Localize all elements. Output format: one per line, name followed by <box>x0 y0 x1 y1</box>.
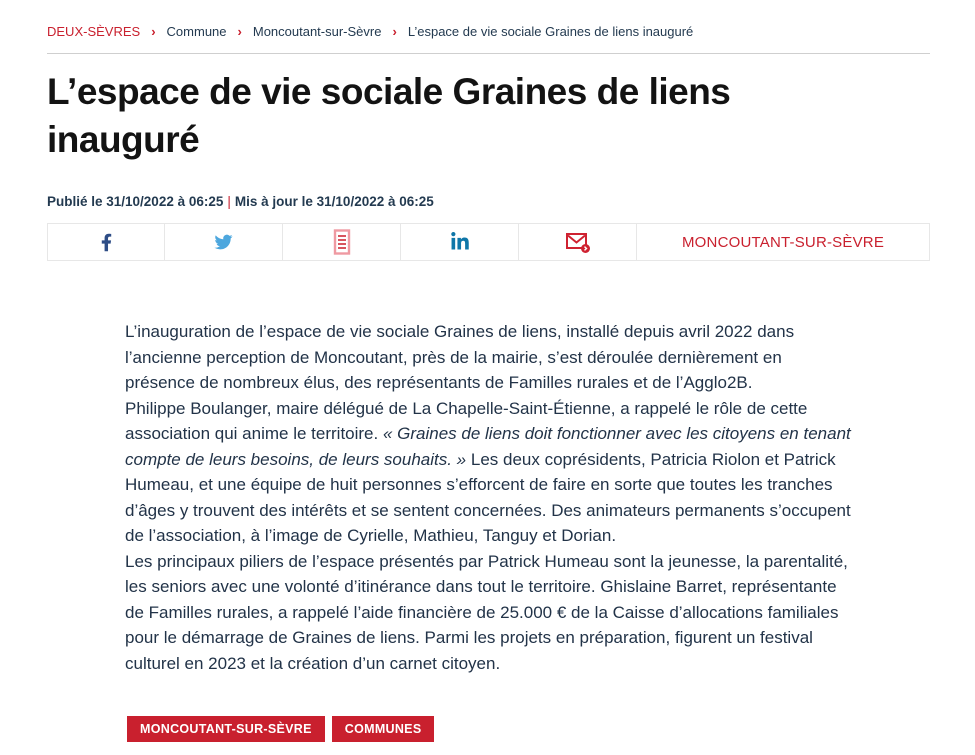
share-twitter-button[interactable] <box>165 223 283 261</box>
tag-moncoutant-sur-sevre[interactable]: MONCOUTANT-SUR-SÈVRE <box>127 716 325 742</box>
breadcrumb-link-deux-sevres[interactable]: DEUX-SÈVRES <box>47 24 141 39</box>
article-paragraph <box>125 396 851 549</box>
breadcrumb-link-commune[interactable]: Commune <box>166 24 227 39</box>
publication-dateline <box>47 194 930 209</box>
print-icon <box>332 229 352 255</box>
share-email-button[interactable] <box>519 223 637 261</box>
chevron-right-icon: › <box>151 24 156 39</box>
dateline-separator: | <box>227 194 231 209</box>
tag-list <box>127 716 930 742</box>
breadcrumb-current-page: L’espace de vie sociale Graines de liens inauguré <box>407 24 694 39</box>
chevron-right-icon: › <box>392 24 397 39</box>
breadcrumb-link-moncoutant[interactable]: Moncoutant-sur-Sèvre <box>252 24 382 39</box>
facebook-icon <box>101 232 112 253</box>
email-icon <box>565 230 591 254</box>
updated-date: Mis à jour le 31/10/2022 à 06:25 <box>234 194 434 209</box>
linkedin-icon <box>451 232 469 252</box>
article-body <box>125 319 851 676</box>
share-print-button[interactable] <box>283 223 401 261</box>
paragraph-text: Les principaux piliers de l’espace présentés par Patrick Humeau sont la jeunesse, la parentalité, les seniors avec une volonté d’itinérance dans tout le territoire. Ghislaine Barret, représentante de Familles rurales, a rappelé l’aide financière de 25.000 € de la Caisse d’allocations familiales pour le démarrage de Graines de liens. Parmi les projets en préparation, figurent un festival culturel en 2023 et la création d’un carnet citoyen. <box>125 551 848 673</box>
share-bar <box>47 223 930 261</box>
page-title: L’espace de vie sociale Graines de liens inauguré <box>47 71 731 160</box>
twitter-icon <box>213 233 234 251</box>
article-paragraph <box>125 549 851 677</box>
topic-link-moncoutant[interactable] <box>637 223 930 261</box>
article-paragraph <box>125 319 851 396</box>
chevron-right-icon: › <box>237 24 242 39</box>
topic-link-label: MONCOUTANT-SUR-SÈVRE <box>681 233 885 251</box>
tag-communes[interactable]: COMMUNES <box>332 716 435 742</box>
breadcrumb <box>47 24 930 54</box>
share-linkedin-button[interactable] <box>401 223 519 261</box>
paragraph-text: Philippe Boulanger, maire délégué de La Chapelle-Saint-Étienne, a rappelé le rôle de cette association qui anime le territoire. <box>125 398 808 443</box>
paragraph-text: L’inauguration de l’espace de vie sociale Graines de liens, installé depuis avril 2022 dans l’ancienne perception de Moncoutant, près de la mairie, s’est déroulée dernièrement en présence de nombreux élus, des représentants de Familles rurales et de l’Agglo2B. <box>125 322 795 392</box>
share-facebook-button[interactable] <box>47 223 165 261</box>
paragraph-text: Les deux coprésidents, Patricia Riolon et Patrick Humeau, et une équipe de huit personnes s’efforcent de faire en sorte que toutes les tranches d’âges y trouvent des intérêts et se sentent concernées. Des animateurs permanents s’occupent de l’association, à l’image de Cyrielle, Mathieu, Tanguy et Dorian. <box>125 449 851 545</box>
quote-text: « Graines de liens doit fonctionner avec les citoyens en tenant compte de leurs besoins, de leurs souhaits. » <box>125 424 851 469</box>
published-date: Publié le 31/10/2022 à 06:25 <box>47 194 224 209</box>
